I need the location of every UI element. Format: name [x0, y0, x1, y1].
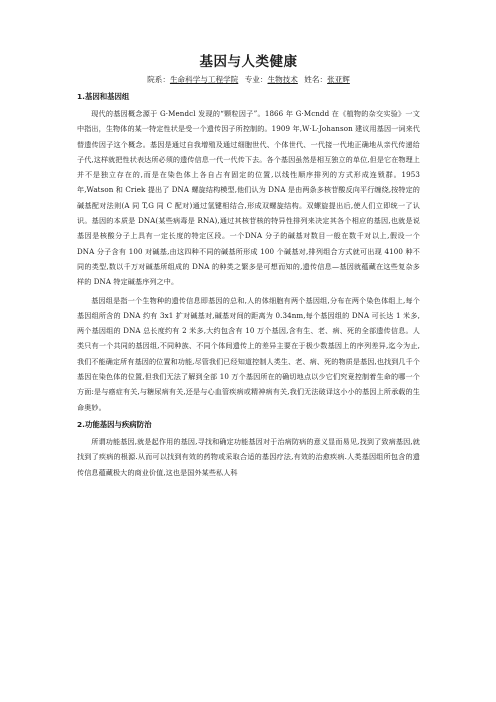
section-2 — [77, 419, 420, 480]
section-heading: 1.基因和基因组 — [77, 92, 130, 101]
college-label: 院系： — [147, 75, 170, 84]
section-heading: 2.功能基因与疾病防治 — [77, 419, 152, 429]
body-paragraph: 所谓功能基因,就是起作用的基因,寻找和确定功能基因对于治病防病的意义显而易见,找到了致病基因,就找到了疾病的根源.从而可以找到有效的药物或采取合适的基因疗法,有效的治愈疾病.人类基因组所包含的遗传信息蕴藏极大的商业价值,这也是国外某些私人科 — [77, 436, 420, 477]
major-label: 专业： — [244, 75, 268, 84]
section-1 — [77, 91, 420, 415]
name-label: 姓名： — [304, 75, 328, 84]
body-paragraph: 现代的基因概念源于 G·Mendcl 发现的“颗粒因子”。1866 年 G·Mcndd 在《植物的杂交实验》一文中指出，生物体的某一特定性状是受一个遗传因子所控制的。1909 年,W·L·Johanson 建议用基因一词来代替遗传因子这个概念。基因是通过自我增殖及通过细胞世代、个体世代、一代接一代地正确地从亲代传递给子代,这样就把性状表达所必须的遗传信息一代一代传下去。各个基因虽然是相互独立的单位,但是它在物理上并不是独立存在的,而是在染色体上各自占有固定的位置,以线性顺序排列的方式形成连锁群。1953年,Watson 和 Criek 提出了 DNA 螺旋结构模型,他们认为 DNA 是由两条多核苷酸反向平行缠绕,按特定的碱基配对法则(A 同 T,G 同 C 配对)通过氢键相结合,形成双螺旋结构。双螺旋提出后,使人们立即统一了认识。基因的本质是 DNA(某些病毒是 RNA),通过其核苷核的特异性排列来决定其各个相应的基因,也就是说基因是核酸分子上具有一定长度的特定区段。一个DNA 分子的碱基对数目一般在数千对以上,假设一个 DNA 分子含有 100 对碱基,由这四种不同的碱基所形成 100 个碱基对,排列组合方式就可出现 4100 种不同的类型,数以千万对碱基所组成的 DNA 的种类之繁多是可想而知的,遗传信息—基因就蕴藏在这些复杂多样的 DNA 特定碱基序列之中。 — [77, 109, 420, 287]
major-value: 生物技术 — [267, 75, 298, 84]
college-value: 生命科学与工程学院 — [169, 75, 239, 84]
author-byline — [77, 74, 420, 85]
body-paragraph: 基因组是指一个生物种的遗传信息即基因的总和,人的体细胞有两个基因组,分布在两个染色体组上,每个基因组所含的 DNA 约有 3x1 扩对碱基对,碱基对间的距离为 0.34nm,每个基因组的 DNA 可长达 1 米多,两个基因组的 DNA 总长度约有 2 米多,大约包含有 10 万个基因,含有生、老、病、死的全部遗传信息。人类只有一个共同的基因组,不同种族、不同个体间遗传上的差异主要在于极少数基因上的序列差异,迄今为止,我们不能确定所有基因的位置和功能,尽管我们已经知道控制人类生、老、病、死的物质是基因,也找到几千个基因在染色体的位置,但我们无法了解到全部 10 万个基因所在的确切地点以少它们究竟控制着生命的哪一个方面:是与癌症有关,与糖尿病有关,还是与心血管疾病或精神病有关,我们无法破译这小小的基因上所承载的生命奥妙。 — [77, 295, 420, 412]
name-value: 张亚辉 — [327, 75, 350, 84]
document-title: 基因与人类健康 — [199, 54, 298, 70]
